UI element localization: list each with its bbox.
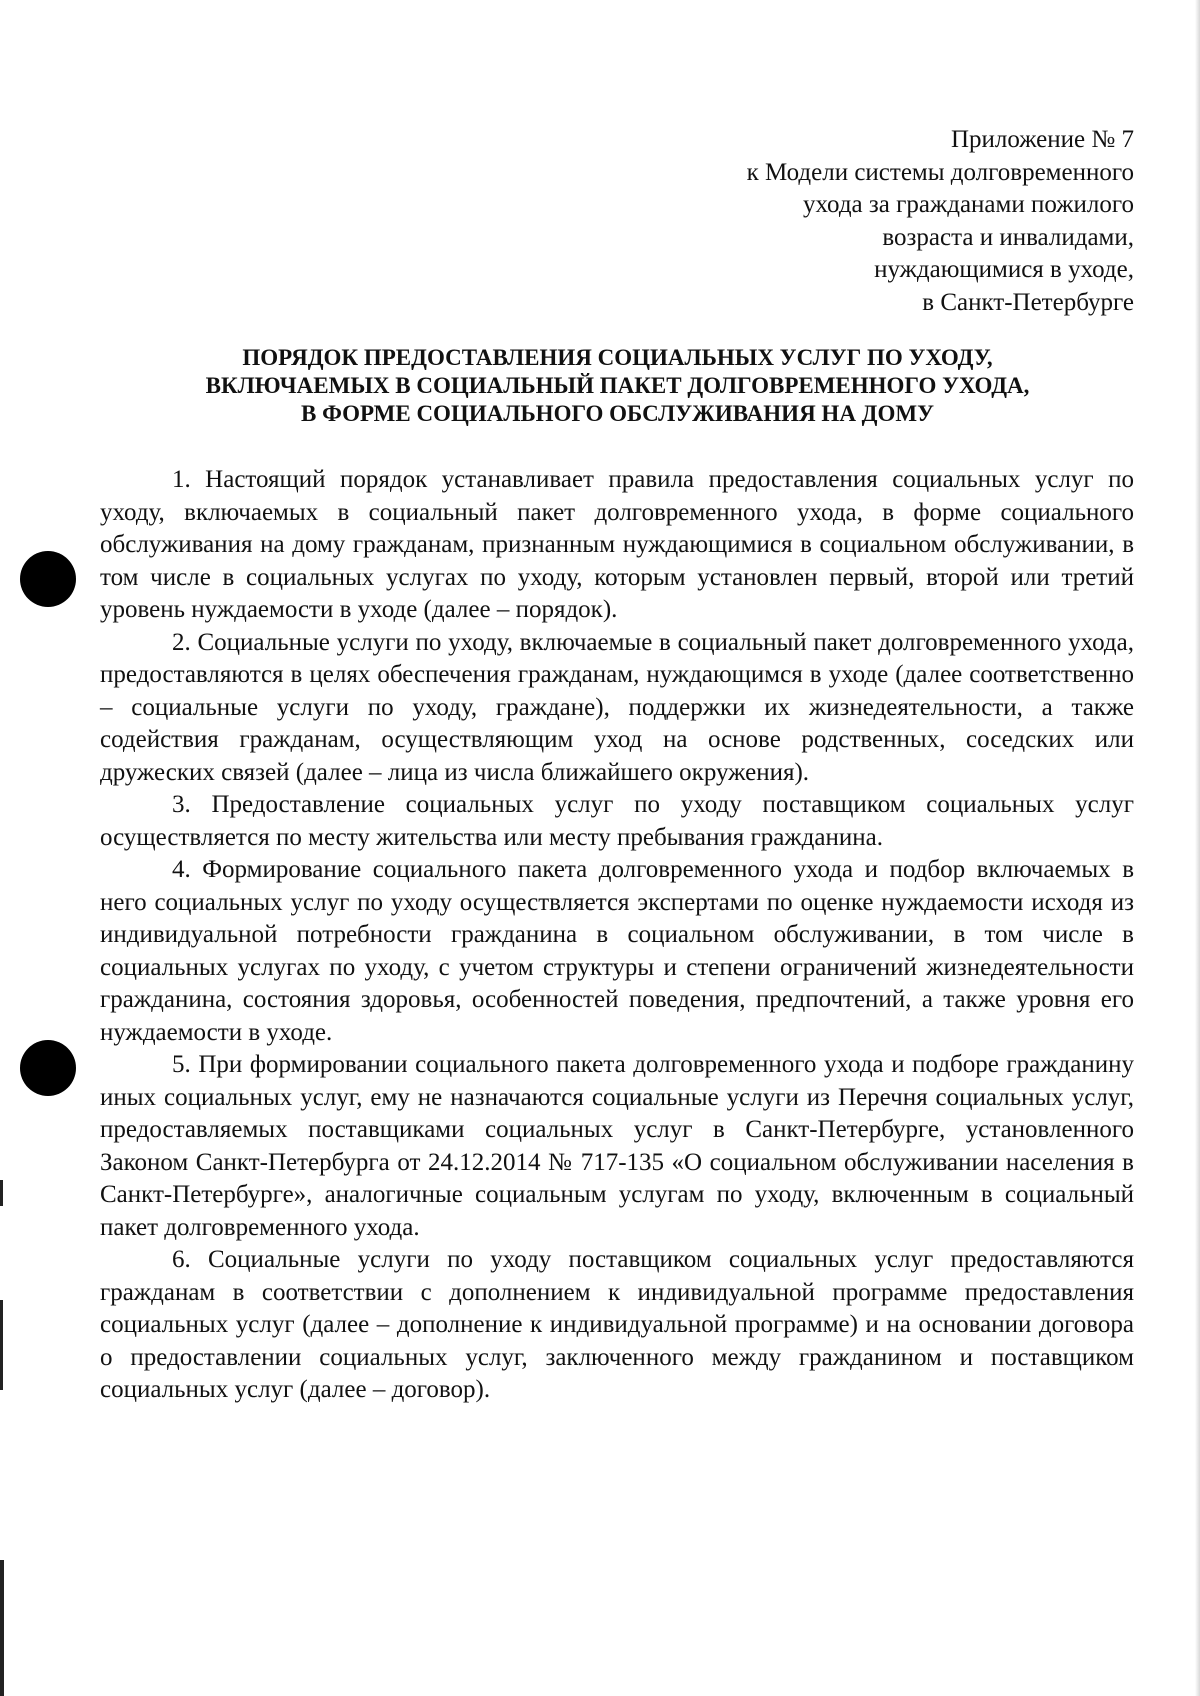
paragraph-1: 1. Настоящий порядок устанавливает правила предоставления социальных услуг по уходу, включаемых в социальный пакет долговременного ухода, в форме социального обслуживания на дому гражданам, признанным нуждающимися в социальном обслуживании, в том числе в социальных услугах по уходу, которым установлен первый, второй или третий уровень нуждаемости в уходе (далее – порядок).	[100, 466, 1134, 623]
title-line: ПОРЯДОК ПРЕДОСТАВЛЕНИЯ СОЦИАЛЬНЫХ УСЛУГ ПО УХОДУ,	[242, 345, 993, 370]
paragraph-5: 5. При формировании социального пакета долговременного ухода и подборе гражданину иных социальных услуг, ему не назначаются социальные услуги из Перечня социальных услуг, предоставляемых поставщиками социальных услуг в Санкт-Петербурге, установленного Законом Санкт-Петербурга от 24.12.2014 № 717-135 «О социальном обслуживании населения в Санкт-Петербурге», аналогичные социальным услугам по уходу, включенным в социальный пакет долговременного ухода.	[100, 1051, 1134, 1241]
scan-edge-mark	[0, 1300, 3, 1390]
paragraph-3: 3. Предоставление социальных услуг по уходу поставщиком социальных услуг осуществляется по месту жительства или месту пребывания гражданина.	[100, 791, 1134, 851]
document-title	[100, 344, 1135, 428]
scan-edge-mark	[0, 1180, 3, 1206]
scan-edge-mark	[0, 1560, 4, 1696]
punch-hole-bottom	[20, 1040, 76, 1096]
paragraph-4: 4. Формирование социального пакета долговременного ухода и подбор включаемых в него социальных услуг по уходу осуществляется экспертами по оценке нуждаемости исходя из индивидуальной потребности гражданина в социальном обслуживании, в том числе в социальных услугах по уходу, с учетом структуры и степени ограничений жизнедеятельности гражданина, состояния здоровья, особенностей поведения, предпочтений, а также уровня его нуждаемости в уходе.	[100, 856, 1134, 1046]
title-line: ВКЛЮЧАЕМЫХ В СОЦИАЛЬНЫЙ ПАКЕТ ДОЛГОВРЕМЕННОГО УХОДА,	[205, 373, 1030, 398]
paragraph-6: 6. Социальные услуги по уходу поставщиком социальных услуг предоставляются гражданам в соответствии с дополнением к индивидуальной программе предоставления социальных услуг (далее – дополнение к индивидуальной программе) и на основании договора о предоставлении социальных услуг, заключенного между гражданином и поставщиком социальных услуг (далее – договор).	[100, 1246, 1134, 1403]
appendix-line: ухода за гражданами пожилого	[803, 191, 1134, 218]
appendix-reference	[574, 124, 1134, 319]
appendix-line: нуждающимися в уходе,	[874, 256, 1134, 283]
page-edge	[1195, 0, 1200, 1696]
punch-hole-top	[20, 551, 76, 607]
appendix-line: Приложение № 7	[950, 126, 1134, 153]
document-body	[100, 464, 1134, 1407]
appendix-line: в Санкт-Петербурге	[922, 288, 1134, 316]
title-line: В ФОРМЕ СОЦИАЛЬНОГО ОБСЛУЖИВАНИЯ НА ДОМУ	[301, 401, 934, 426]
appendix-line: к Модели системы долговременного	[746, 158, 1134, 186]
appendix-line: возраста и инвалидами,	[882, 223, 1134, 251]
paragraph-2: 2. Социальные услуги по уходу, включаемые в социальный пакет долговременного ухода, предоставляются в целях обеспечения гражданам, нуждающимся в уходе (далее соответственно – социальные услуги по уходу, граждане), поддержки их жизнедеятельности, а также содействия гражданам, осуществляющим уход на основе родственных, соседских или дружеских связей (далее – лица из числа ближайшего окружения).	[100, 628, 1134, 786]
